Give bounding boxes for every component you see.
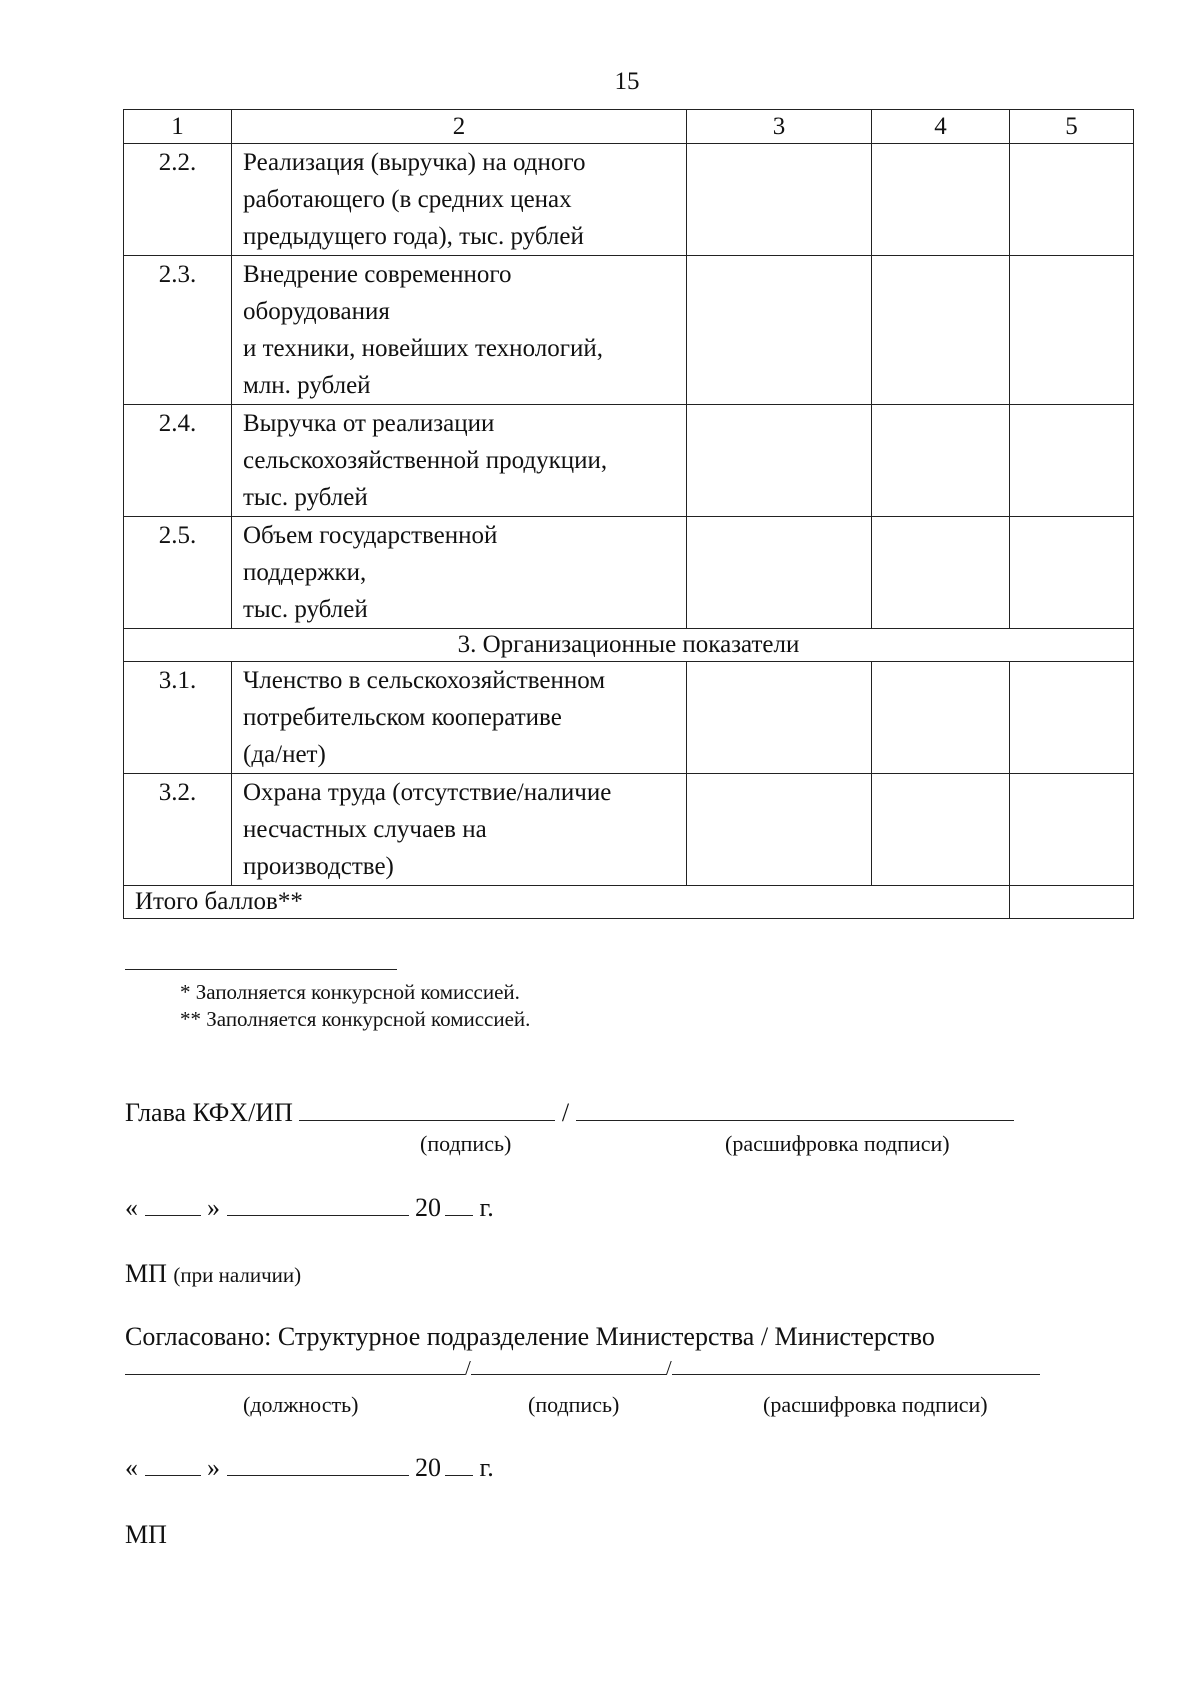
year-blank[interactable] xyxy=(445,1451,473,1476)
approval-signature-line xyxy=(125,1350,1040,1382)
value-cell[interactable] xyxy=(1010,517,1134,629)
section-row xyxy=(124,629,1134,662)
row-number: 2.3. xyxy=(124,256,232,405)
footnote-1: * Заполняется конкурсной комиссией. xyxy=(180,980,520,1004)
table-header-row xyxy=(124,110,1134,144)
indicator-name-line: Реализация (выручка) на одного xyxy=(243,149,586,176)
row-number: 2.2. xyxy=(124,144,232,256)
table-row xyxy=(124,517,1134,629)
value-cell[interactable] xyxy=(1010,405,1134,517)
indicator-name xyxy=(232,405,687,517)
value-cell[interactable] xyxy=(872,517,1010,629)
indicator-name-line: потребительском кооперативе xyxy=(243,704,562,731)
value-cell[interactable] xyxy=(687,405,872,517)
head-signature-blank[interactable] xyxy=(299,1096,555,1121)
value-cell[interactable] xyxy=(1010,662,1134,774)
indicator-name-line: млн. рублей xyxy=(243,372,371,399)
indicator-name-line: тыс. рублей xyxy=(243,484,368,511)
table-row xyxy=(124,662,1134,774)
indicator-name-line: предыдущего года), тыс. рублей xyxy=(243,223,584,250)
row-number: 2.5. xyxy=(124,517,232,629)
month-blank[interactable] xyxy=(227,1451,409,1476)
head-decode-blank[interactable] xyxy=(576,1096,1014,1121)
head-label: Глава КФХ/ИП xyxy=(125,1098,293,1127)
indicator-name-line: сельскохозяйственной продукции, xyxy=(243,447,608,474)
header-cell: 2 xyxy=(232,110,687,144)
indicator-name-line: оборудования xyxy=(243,298,390,325)
table-row xyxy=(124,256,1134,405)
indicator-name-line: Объем государственной xyxy=(243,522,498,549)
indicator-name-line: и техники, новейших технологий, xyxy=(243,335,603,362)
approval-caption-position: (должность) xyxy=(243,1392,359,1417)
approval-caption-decode: (расшифровка подписи) xyxy=(763,1392,988,1417)
indicator-name-line: несчастных случаев на xyxy=(243,816,487,843)
indicator-name xyxy=(232,517,687,629)
year-blank[interactable] xyxy=(445,1191,473,1216)
indicator-name xyxy=(232,144,687,256)
value-cell[interactable] xyxy=(687,517,872,629)
approval-caption-signature: (подпись) xyxy=(528,1392,620,1417)
indicator-name-line: Охрана труда (отсутствие/наличие xyxy=(243,779,612,806)
year-prefix: 20 xyxy=(415,1453,441,1482)
indicator-name xyxy=(232,774,687,886)
row-number: 3.1. xyxy=(124,662,232,774)
position-blank[interactable] xyxy=(125,1350,465,1375)
indicator-name-line: работающего (в средних ценах xyxy=(243,186,572,213)
header-cell: 5 xyxy=(1010,110,1134,144)
indicator-name-line: (да/нет) xyxy=(243,741,326,768)
approval-label: Согласовано: Структурное подразделение Министерства / Министерство xyxy=(125,1322,935,1351)
head-signature-line xyxy=(125,1096,1014,1128)
value-cell[interactable] xyxy=(687,662,872,774)
score-table xyxy=(123,109,1134,919)
indicator-name-line: производстве) xyxy=(243,853,394,880)
close-quote: » xyxy=(207,1453,220,1482)
date-line-1 xyxy=(125,1191,494,1223)
indicator-name-line: Выручка от реализации xyxy=(243,410,495,437)
head-caption-signature: (подпись) xyxy=(420,1131,512,1156)
stamp-1 xyxy=(125,1259,301,1289)
table-row xyxy=(124,144,1134,256)
approval-signature-blank[interactable] xyxy=(471,1350,666,1375)
header-cell: 1 xyxy=(124,110,232,144)
approval-separator-2: / xyxy=(665,1356,672,1380)
day-blank[interactable] xyxy=(145,1451,201,1476)
date-line-2 xyxy=(125,1451,494,1483)
footnote-2: ** Заполняется конкурсной комиссией. xyxy=(180,1007,531,1031)
approval-decode-blank[interactable] xyxy=(672,1350,1040,1375)
indicator-name xyxy=(232,256,687,405)
value-cell[interactable] xyxy=(687,144,872,256)
page-number: 15 xyxy=(614,68,640,95)
close-quote: » xyxy=(207,1193,220,1222)
stamp-note: (при наличии) xyxy=(173,1263,302,1287)
indicator-name-line: тыс. рублей xyxy=(243,596,368,623)
table-row xyxy=(124,774,1134,886)
total-label: Итого баллов** xyxy=(124,886,1010,919)
stamp-label: МП xyxy=(125,1259,167,1288)
value-cell[interactable] xyxy=(872,662,1010,774)
header-cell: 3 xyxy=(687,110,872,144)
year-suffix: г. xyxy=(479,1453,494,1482)
day-blank[interactable] xyxy=(145,1191,201,1216)
value-cell[interactable] xyxy=(872,774,1010,886)
header-cell: 4 xyxy=(872,110,1010,144)
row-number: 3.2. xyxy=(124,774,232,886)
indicator-name xyxy=(232,662,687,774)
value-cell[interactable] xyxy=(687,256,872,405)
total-row xyxy=(124,886,1134,919)
value-cell[interactable] xyxy=(872,405,1010,517)
approval-separator-1: / xyxy=(465,1356,471,1380)
indicator-name-line: Внедрение современного xyxy=(243,261,512,288)
total-value-cell[interactable] xyxy=(1010,886,1134,919)
head-caption-decode: (расшифровка подписи) xyxy=(725,1131,950,1156)
section-title: 3. Организационные показатели xyxy=(124,629,1134,662)
month-blank[interactable] xyxy=(227,1191,409,1216)
year-prefix: 20 xyxy=(415,1193,441,1222)
indicator-name-line: Членство в сельскохозяйственном xyxy=(243,667,606,694)
footnote-rule xyxy=(125,969,397,970)
table-row xyxy=(124,405,1134,517)
value-cell[interactable] xyxy=(872,256,1010,405)
value-cell[interactable] xyxy=(1010,144,1134,256)
stamp-2: МП xyxy=(125,1520,167,1549)
row-number: 2.4. xyxy=(124,405,232,517)
value-cell[interactable] xyxy=(687,774,872,886)
value-cell[interactable] xyxy=(1010,256,1134,405)
open-quote: « xyxy=(125,1193,138,1222)
open-quote: « xyxy=(125,1453,138,1482)
value-cell[interactable] xyxy=(1010,774,1134,886)
year-suffix: г. xyxy=(479,1193,494,1222)
indicator-name-line: поддержки, xyxy=(243,559,367,586)
head-separator: / xyxy=(561,1098,570,1127)
value-cell[interactable] xyxy=(872,144,1010,256)
